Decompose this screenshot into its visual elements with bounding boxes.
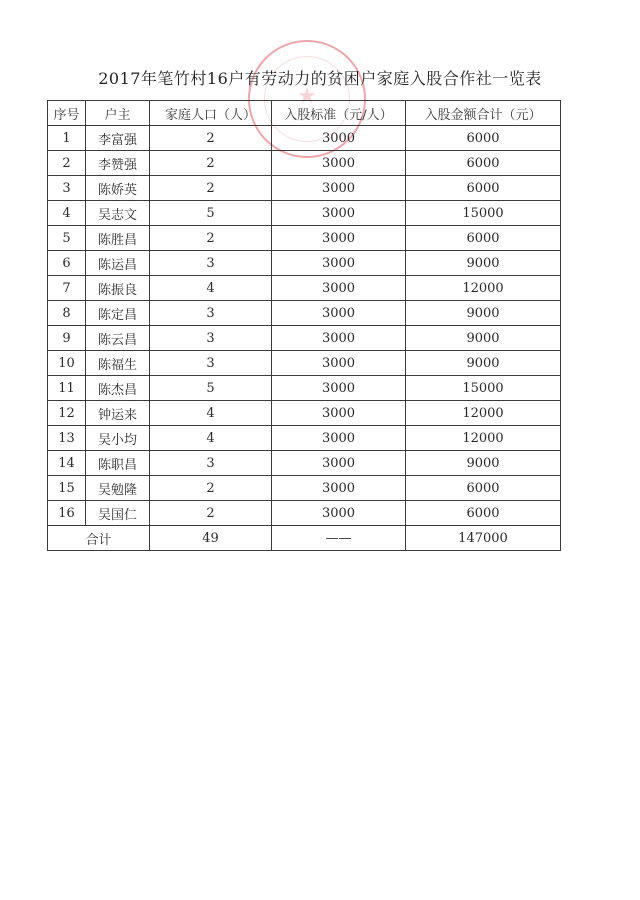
row-serial-cell: 2 <box>48 151 86 176</box>
row-population-cell: 3 <box>150 451 272 476</box>
row-population-cell: 2 <box>150 501 272 526</box>
row-population-cell: 5 <box>150 201 272 226</box>
row-standard-cell: 3000 <box>272 251 406 276</box>
header-share-amount-total: 入股金额合计（元） <box>406 101 561 126</box>
row-population-cell: 4 <box>150 401 272 426</box>
row-householder-cell: 陈振良 <box>86 276 150 301</box>
row-serial-cell: 13 <box>48 426 86 451</box>
row-householder-cell: 吴国仁 <box>86 501 150 526</box>
row-amount-cell: 6000 <box>406 176 561 201</box>
table-row <box>48 401 561 426</box>
row-householder-cell: 陈定昌 <box>86 301 150 326</box>
row-standard-cell: 3000 <box>272 126 406 151</box>
row-amount-cell: 9000 <box>406 301 561 326</box>
row-population-cell: 2 <box>150 126 272 151</box>
row-serial-cell: 7 <box>48 276 86 301</box>
row-standard-cell: 3000 <box>272 226 406 251</box>
row-standard-cell: 3000 <box>272 426 406 451</box>
table-row <box>48 376 561 401</box>
row-population-cell: 4 <box>150 426 272 451</box>
table-header-row <box>48 101 561 126</box>
row-householder-cell: 吴勉隆 <box>86 476 150 501</box>
row-population-cell: 2 <box>150 151 272 176</box>
table-row <box>48 476 561 501</box>
row-serial-cell: 14 <box>48 451 86 476</box>
table-row <box>48 301 561 326</box>
row-householder-cell: 陈云昌 <box>86 326 150 351</box>
row-standard-cell: 3000 <box>272 351 406 376</box>
header-householder: 户主 <box>86 101 150 126</box>
row-population-cell: 3 <box>150 301 272 326</box>
row-householder-cell: 吴小均 <box>86 426 150 451</box>
row-householder-cell: 陈运昌 <box>86 251 150 276</box>
row-householder-cell: 陈福生 <box>86 351 150 376</box>
row-amount-cell: 9000 <box>406 326 561 351</box>
table-row <box>48 201 561 226</box>
row-amount-cell: 6000 <box>406 151 561 176</box>
row-amount-cell: 9000 <box>406 451 561 476</box>
row-amount-cell: 9000 <box>406 351 561 376</box>
row-serial-cell: 8 <box>48 301 86 326</box>
header-family-population: 家庭人口（人） <box>150 101 272 126</box>
total-standard-cell: —— <box>272 526 406 551</box>
row-amount-cell: 15000 <box>406 376 561 401</box>
table-row <box>48 151 561 176</box>
row-population-cell: 2 <box>150 476 272 501</box>
row-amount-cell: 6000 <box>406 126 561 151</box>
row-householder-cell: 陈胜昌 <box>86 226 150 251</box>
row-amount-cell: 12000 <box>406 401 561 426</box>
table-row <box>48 176 561 201</box>
row-householder-cell: 陈杰昌 <box>86 376 150 401</box>
row-amount-cell: 6000 <box>406 226 561 251</box>
row-amount-cell: 15000 <box>406 201 561 226</box>
row-standard-cell: 3000 <box>272 376 406 401</box>
row-serial-cell: 15 <box>48 476 86 501</box>
row-amount-cell: 9000 <box>406 251 561 276</box>
row-standard-cell: 3000 <box>272 151 406 176</box>
row-serial-cell: 1 <box>48 126 86 151</box>
shareholding-table <box>47 100 561 551</box>
table-total-row <box>48 526 561 551</box>
total-population-cell: 49 <box>150 526 272 551</box>
row-standard-cell: 3000 <box>272 476 406 501</box>
row-serial-cell: 10 <box>48 351 86 376</box>
row-householder-cell: 李赞强 <box>86 151 150 176</box>
row-population-cell: 5 <box>150 376 272 401</box>
row-population-cell: 3 <box>150 326 272 351</box>
header-share-standard: 入股标准（元/人） <box>272 101 406 126</box>
table-row <box>48 276 561 301</box>
row-standard-cell: 3000 <box>272 501 406 526</box>
row-population-cell: 2 <box>150 226 272 251</box>
row-amount-cell: 6000 <box>406 476 561 501</box>
row-standard-cell: 3000 <box>272 451 406 476</box>
header-serial-number: 序号 <box>48 101 86 126</box>
row-amount-cell: 12000 <box>406 426 561 451</box>
row-serial-cell: 5 <box>48 226 86 251</box>
row-householder-cell: 陈娇英 <box>86 176 150 201</box>
row-householder-cell: 李富强 <box>86 126 150 151</box>
table-row <box>48 126 561 151</box>
document-title: 2017年笔竹村16户有劳动力的贫困户家庭入股合作社一览表 <box>98 69 542 88</box>
row-serial-cell: 16 <box>48 501 86 526</box>
row-serial-cell: 9 <box>48 326 86 351</box>
table-row <box>48 326 561 351</box>
row-standard-cell: 3000 <box>272 276 406 301</box>
row-serial-cell: 3 <box>48 176 86 201</box>
row-amount-cell: 12000 <box>406 276 561 301</box>
row-amount-cell: 6000 <box>406 501 561 526</box>
row-serial-cell: 11 <box>48 376 86 401</box>
table-row <box>48 451 561 476</box>
row-serial-cell: 12 <box>48 401 86 426</box>
seal-star-icon: ★ <box>297 84 317 109</box>
table-row <box>48 251 561 276</box>
table-row <box>48 226 561 251</box>
row-population-cell: 2 <box>150 176 272 201</box>
row-standard-cell: 3000 <box>272 301 406 326</box>
row-standard-cell: 3000 <box>272 176 406 201</box>
table-row <box>48 351 561 376</box>
row-population-cell: 3 <box>150 351 272 376</box>
row-standard-cell: 3000 <box>272 201 406 226</box>
table-row <box>48 426 561 451</box>
total-label-cell: 合计 <box>48 526 150 551</box>
row-householder-cell: 吴志文 <box>86 201 150 226</box>
row-population-cell: 4 <box>150 276 272 301</box>
row-standard-cell: 3000 <box>272 401 406 426</box>
row-serial-cell: 6 <box>48 251 86 276</box>
total-amount-cell: 147000 <box>406 526 561 551</box>
row-standard-cell: 3000 <box>272 326 406 351</box>
table-body <box>48 126 561 551</box>
row-householder-cell: 钟运来 <box>86 401 150 426</box>
row-serial-cell: 4 <box>48 201 86 226</box>
table-row <box>48 501 561 526</box>
row-householder-cell: 陈职昌 <box>86 451 150 476</box>
row-population-cell: 3 <box>150 251 272 276</box>
